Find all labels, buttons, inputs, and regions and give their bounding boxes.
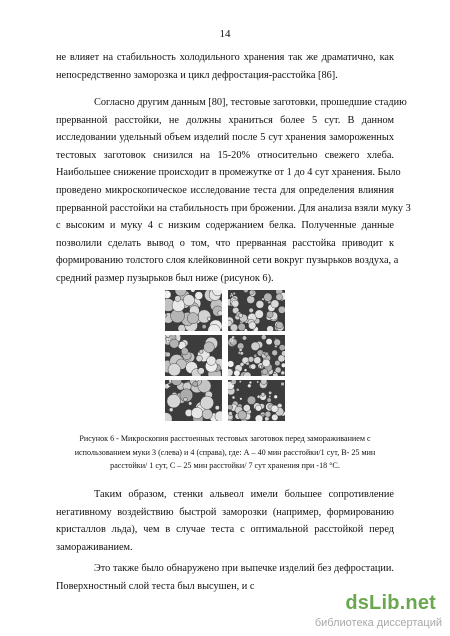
micrograph-c-right bbox=[228, 380, 285, 421]
micrograph-c-left bbox=[165, 380, 222, 421]
text-line: прерванной расстойки на стабильность при брожении. Для анализа взяли муку 3 bbox=[56, 202, 411, 214]
panel-label: B bbox=[230, 338, 234, 344]
paragraph-baking bbox=[56, 560, 394, 595]
text-line: средний размер пузырьков был ниже (рисунок 6). bbox=[56, 272, 274, 284]
text-line: не влияет на стабильность холодильного хранения так же драматично, как bbox=[56, 52, 394, 63]
micrograph-a-left bbox=[165, 290, 222, 331]
micrograph-a-right bbox=[228, 290, 285, 331]
text-line: негативному воздействию быстрой заморозки (например, формированию bbox=[56, 506, 394, 518]
text-line: исследовании удельный объем изделий после 5 сут хранения замороженных bbox=[56, 132, 394, 144]
text-line: замораживанием. bbox=[56, 541, 133, 553]
watermark-subtitle: библиотека диссертаций bbox=[314, 617, 442, 629]
paragraph-conclusion bbox=[56, 486, 394, 556]
text-line: формированию толстого слоя клейковинной сети вокруг пузырьков воздуха, а bbox=[56, 255, 399, 267]
panel-label: A bbox=[167, 293, 171, 299]
text-line: прерванной расстойки, не должны храниться более 5 сут. В данном bbox=[56, 114, 394, 126]
text-line: с высоким и муку 4 с низким содержанием белка. Полученные данные bbox=[56, 220, 394, 232]
panel-label: A bbox=[230, 293, 234, 299]
text-line: кристаллов льда), чем в случае теста с оптимальной расстойкой перед bbox=[56, 524, 394, 536]
paragraph-other-data bbox=[56, 94, 411, 288]
panel-label: C bbox=[230, 383, 234, 389]
panel-label: C bbox=[167, 383, 171, 389]
text-line: Это также было обнаружено при выпечке изделий без дефростации. bbox=[94, 563, 394, 574]
paragraph-continuation bbox=[56, 49, 394, 84]
figure-6-micrographs bbox=[165, 290, 285, 422]
text-line: непосредственно заморозка и цикл дефростация-расстойка [86]. bbox=[56, 69, 338, 81]
text-line: Согласно другим данным [80], тестовые заготовки, прошедшие стадию bbox=[94, 97, 407, 108]
page-number: 14 bbox=[219, 28, 231, 40]
text-line: позволили сделать вывод о том, что прерванная расстойка приводит к bbox=[56, 237, 394, 249]
text-line: Наибольшее снижение происходит в промежутке от 1 до 4 сут хранения. Было bbox=[56, 167, 401, 179]
text-line: Таким образом, стенки альвеол имели большее сопротивление bbox=[94, 489, 394, 500]
panel-label: B bbox=[167, 338, 171, 344]
text-line: тестовых заготовок снизился на 15-20% относительно свежего хлеба. bbox=[56, 149, 394, 161]
watermark-logo: dsLib.net bbox=[345, 592, 436, 614]
micrograph-b-right bbox=[228, 335, 285, 376]
figure-caption bbox=[56, 432, 394, 473]
caption-line: расстойки/ 1 сут, С – 25 мин расстойки/ 7 сут хранения при -18 °С. bbox=[110, 461, 340, 470]
text-line: проведено микроскопическое исследование теста для определения влияния bbox=[56, 184, 394, 196]
caption-line: Рисунок 6 - Микроскопия расстоенных тестовых заготовок перед замораживанием с bbox=[79, 434, 371, 443]
caption-line: использованием муки 3 (слева) и 4 (справа), где: А – 40 мин расстойки/1 сут, В- 25 мин bbox=[74, 447, 376, 457]
text-line: Поверхностный слой теста был высушен, и с bbox=[56, 580, 255, 592]
micrograph-b-left bbox=[165, 335, 222, 376]
dslib-watermark bbox=[300, 592, 450, 636]
